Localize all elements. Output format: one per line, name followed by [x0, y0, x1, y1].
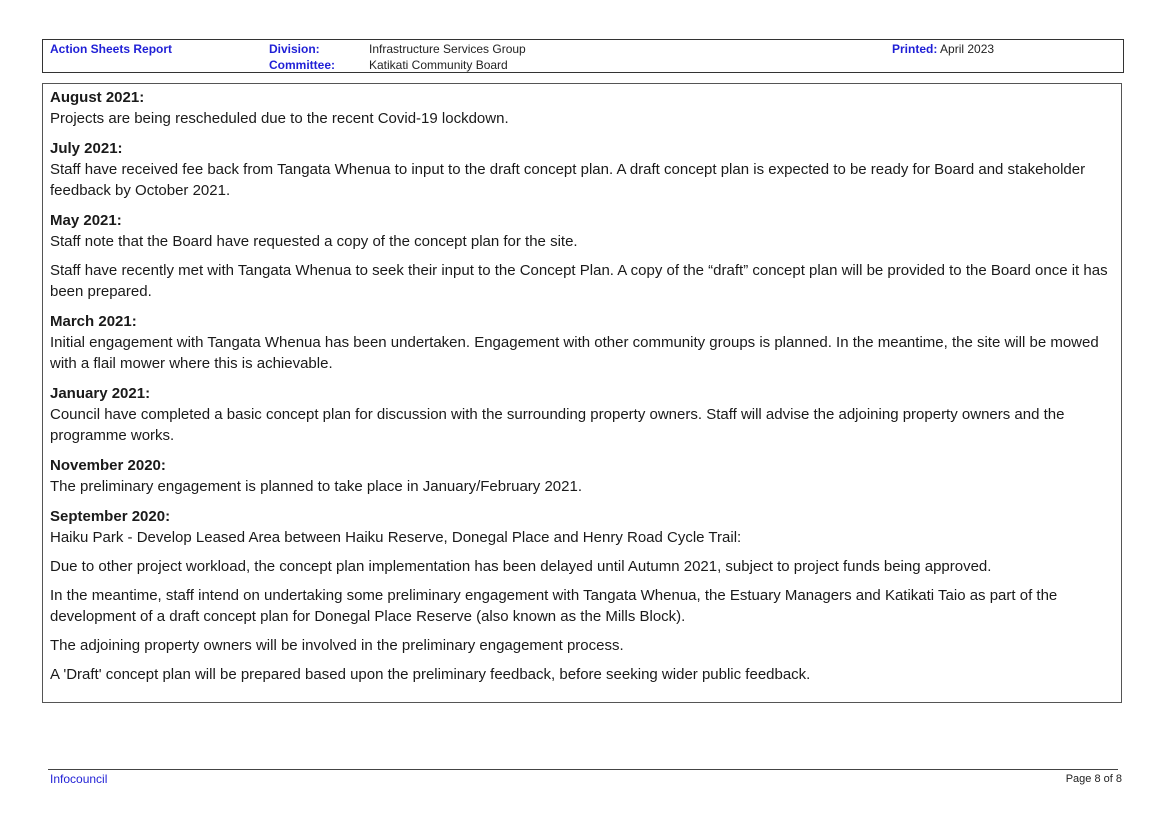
entry-date-heading: March 2021: [50, 313, 137, 330]
update-entry [50, 210, 1113, 302]
entry-paragraph: Staff note that the Board have requested a copy of the concept plan for the site. [50, 233, 578, 250]
action-sheet-body [42, 83, 1122, 703]
entry-paragraph: Initial engagement with Tangata Whenua has been undertaken. Engagement with other community groups is planned. In the meantime, the site will be mowed with a flail mower where this is achievable. [50, 334, 1099, 372]
printed-info [892, 42, 994, 57]
entry-paragraph: The preliminary engagement is planned to take place in January/February 2021. [50, 478, 582, 495]
footer-brand: Infocouncil [50, 772, 108, 786]
footer-divider [48, 769, 1118, 770]
entry-paragraph: Due to other project workload, the concept plan implementation has been delayed until Autumn 2021, subject to project funds being approved. [50, 558, 992, 575]
entry-paragraph: Projects are being rescheduled due to the recent Covid-19 lockdown. [50, 110, 509, 127]
entries-list [50, 87, 1113, 685]
entry-paragraph: Staff have recently met with Tangata Whenua to seek their input to the Concept Plan. A copy of the “draft” concept plan will be provided to the Board once it has been prepared. [50, 262, 1108, 300]
update-entry [50, 87, 1113, 129]
update-entry [50, 311, 1113, 374]
entry-paragraph: Haiku Park - Develop Leased Area between Haiku Reserve, Donegal Place and Henry Road Cycle Trail: [50, 529, 742, 546]
report-title: Action Sheets Report [50, 42, 173, 56]
entry-date-heading: July 2021: [50, 140, 123, 157]
entry-date-heading: November 2020: [50, 457, 166, 474]
update-entry [50, 506, 1113, 685]
division-value: Infrastructure Services Group [369, 42, 526, 56]
printed-label: Printed: [892, 42, 938, 56]
entry-paragraph: Council have completed a basic concept plan for discussion with the surrounding property owners. Staff will advise the adjoining property owners and the programme works. [50, 406, 1065, 444]
entry-date-heading: May 2021: [50, 212, 122, 229]
committee-value: Katikati Community Board [369, 58, 508, 72]
update-entry [50, 455, 1113, 497]
committee-label: Committee: [269, 58, 336, 72]
update-entry [50, 138, 1113, 201]
entry-paragraph: In the meantime, staff intend on undertaking some preliminary engagement with Tangata Whenua, the Estuary Managers and Katikati Taio as part of the development of a draft concept plan for Donegal Place Reserve (also known as the Mills Block). [50, 587, 1058, 625]
entry-date-heading: September 2020: [50, 508, 171, 525]
report-header [42, 39, 1124, 73]
printed-value: April 2023 [940, 42, 995, 56]
page-number: Page 8 of 8 [1065, 773, 1122, 785]
entry-paragraph: The adjoining property owners will be involved in the preliminary engagement process. [50, 637, 624, 654]
update-entry [50, 383, 1113, 446]
entry-date-heading: January 2021: [50, 385, 151, 402]
entry-date-heading: August 2021: [50, 89, 145, 106]
entry-paragraph: A 'Draft' concept plan will be prepared based upon the preliminary feedback, before seeking wider public feedback. [50, 666, 811, 683]
entry-paragraph: Staff have received fee back from Tangata Whenua to input to the draft concept plan. A draft concept plan is expected to be ready for Board and stakeholder feedback by October 2021. [50, 161, 1086, 199]
division-label: Division: [269, 42, 320, 56]
